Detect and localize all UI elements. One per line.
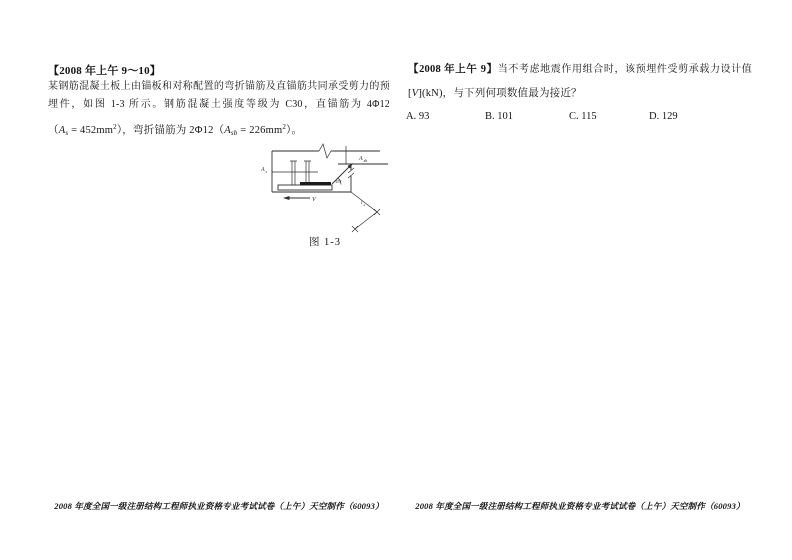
formula-middle-text: ），弯折锚筋为 2Φ12（ (116, 125, 225, 136)
shear-bracket-open: [ (408, 87, 412, 99)
option-d: D. 129 (649, 111, 678, 122)
straight-anchor-bars (290, 161, 311, 185)
left-body-line-2: 埋件，如图 1-3 所示。钢筋混凝土强度等级为 C30，直锚筋为 4Φ12 (48, 98, 390, 110)
right-body-line-2 (408, 85, 752, 102)
formula-paren-open: （ (48, 125, 59, 136)
formula-paren-close: ）。 (286, 125, 303, 136)
embedded-part-figure (258, 142, 392, 235)
angle-label: 45° (335, 179, 342, 184)
shear-force-label: V (312, 197, 316, 203)
straight-bar-label-sub: s (265, 169, 268, 174)
formula-as-exponent: 2 (113, 123, 117, 131)
right-question-body (408, 61, 752, 102)
var-as: A (58, 125, 66, 136)
figure-caption: 图 1-3 (308, 237, 342, 248)
right-body-line-1 (408, 61, 752, 79)
right-question-header: 【2008 年上午 9】 (408, 64, 498, 75)
right-line1-text: 当不考虑地震作用组合时，该预埋件受剪承载力设计值 (497, 64, 752, 75)
formula-as-value: = 452mm (68, 125, 114, 136)
shear-variable: V (411, 87, 419, 99)
weld-strip (300, 182, 331, 185)
left-body-line-1: 某钢筋混凝土板上由锚板和对称配置的弯折锚筋及直锚筋共同承受剪力的预 (48, 81, 390, 92)
var-asb-subscript: sb (230, 129, 238, 137)
left-question-header: 【2008 年上午 9～10】 (48, 65, 161, 77)
footer-left: 2008 年度全国一级注册结构工程师执业资格专业考试试卷（上午）天空制作（60093） (54, 501, 384, 511)
dimension-label-sub: a (363, 203, 366, 207)
dimension-lines (351, 192, 377, 229)
bent-bar-label-var: A (359, 156, 363, 162)
figure-top-break-icon (319, 144, 331, 158)
option-a: A. 93 (406, 111, 430, 122)
option-b: B. 101 (485, 111, 514, 122)
formula-asb-exponent: 2 (282, 123, 287, 131)
dimension-label-var: l (361, 201, 363, 206)
straight-bar-label-var: A (261, 167, 265, 173)
shear-arrowhead-icon (283, 196, 290, 200)
footer-right: 2008 年度全国一级注册结构工程师执业资格专业考试试卷（上午）天空制作（60093） (415, 501, 745, 511)
anchor-plate (278, 185, 332, 190)
option-c: C. 115 (569, 111, 597, 122)
answer-options-row (406, 111, 752, 122)
left-question-body (48, 78, 390, 142)
right-line2-text: ](kN)，与下列何项数值最为接近？ (418, 87, 582, 99)
var-asb: A (224, 125, 231, 136)
formula-asb-value: = 226mm (237, 125, 283, 136)
var-as-subscript: s (65, 129, 69, 137)
bent-bar-label-sub: sb (363, 158, 368, 163)
left-body-formula-line (48, 119, 390, 142)
